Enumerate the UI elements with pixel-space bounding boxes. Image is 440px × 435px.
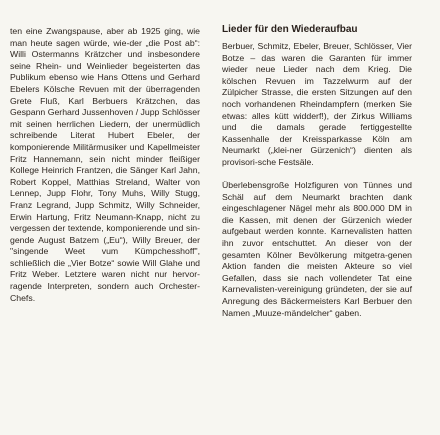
right-paragraph-1: Berbuer, Schmitz, Ebeler, Breuer, Schlösser, Vier Botze – das waren die Garanten für immer wieder neue Lieder nach dem Krieg. Die kölschen Revuen im Tazzelwurm auf der Zülpicher Strasse, die ersten Sitzungen auf den noch vorhandenen Rheindampfern (merken Sie etwas: alles kütt widderf!), der Zirkus Williams und die damals gerade fertiggestellte Kassenhalle der Kreissparkasse Köln am Neumarkt („klei-ner Gürzenich“) dienten als provisori-sche Festsäle. [222, 41, 412, 167]
right-column [222, 24, 412, 331]
left-paragraph: ten eine Zwangspause, aber ab 1925 ging, wie man heute sagen würde, wie-der „die Post ab“: Willi Ostermanns Krätzcher und insbesondere seine Rhein- und Weinlieder begeisterten das Publikum ebenso wie Hans Ottens und Gerhard Ebelers Kölsche Revuen mit der überragenden Grete Fluß, Karl Berbuers Krätzchen, das Gespann Gerhard Jussenhoven / Jupp Schlösser mit seinen herrlichen Liedern, der unermüdlich schreibende Literat Hubert Ebeler, der komponierende Militärmusiker und Kapellmeister Fritz Hannemann, sein nicht minder fleißiger Kollege Heinrich Frantzen, die Sänger Karl Jahn, Robert Koppel, Matthias Streland, Walter von Lennep, Jupp Flohr, Tony Muhs, Willy Stugg, Franz Legrand, Jupp Schmitz, Willy Schneider, Erwin Hartung, Fritz Neumann-Knapp, nicht zu vergessen der textende, komponierende und sin-gende August Batzem („Eu“), Willy Breuer, der "singende Weet vum Kümpchesshoff", schließlich die „Vier Botze“ sowie Will Glahe und Fritz Weber. Letztere waren nicht nur hervor-ragende Interpreten, sondern auch Orchester-Chefs. [10, 26, 200, 303]
left-column [10, 26, 200, 316]
section-heading: Lieder für den Wiederaufbau [222, 24, 358, 35]
page-bottom-margin [0, 405, 440, 435]
right-paragraph-2: Überlebensgroße Holzfiguren von Tünnes und Schäl auf dem Neumarkt brachten dank eingeschlagener Nägel mehr als 800.000 DM in die Kassen, mit denen der Gürzenich wieder aufgebaut werden konnte. Karnevalisten hatten ihn zuvor entschuttet. An dieser von der gesamten Kölner Bevölkerung mitgetra-genen Aktion fanden die meisten Akteure so viel Gefallen, dass sie nach vollendeter Tat eine Karnevalisten-vereinigung gründeten, der sie auf Anregung des Bäckermeisters Karl Berbuer den Namen „Muuze-mändelcher“ gaben. [222, 180, 412, 318]
